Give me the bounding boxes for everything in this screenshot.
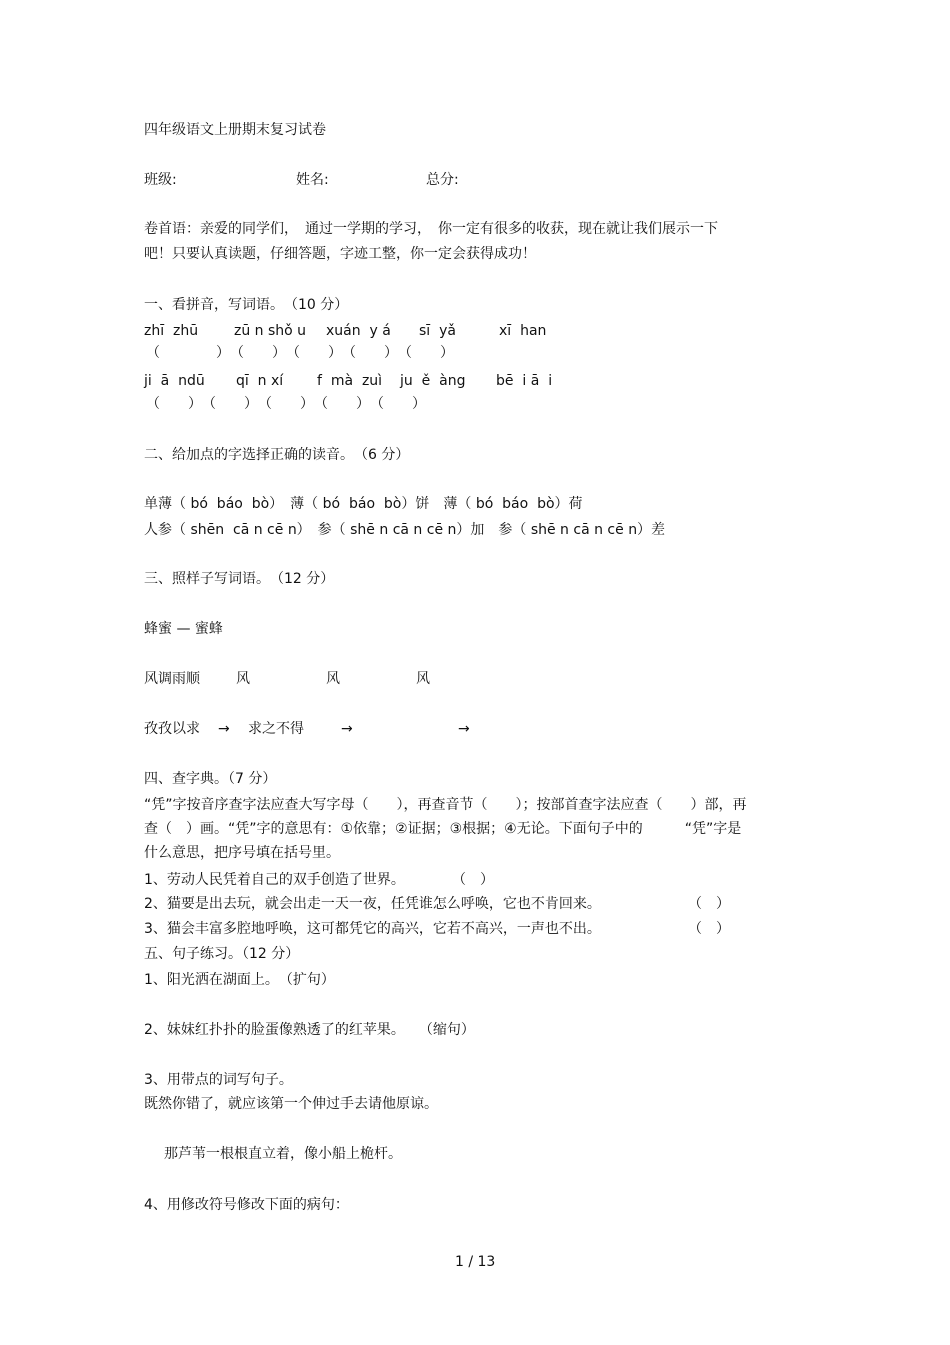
feng-word: 风调雨顺	[144, 671, 200, 687]
pinyin-1-1: zhī zhū	[144, 323, 199, 339]
blanks-row-1: （ ） （ ） （ ） （ ） （ ）	[146, 345, 454, 361]
dict-item-2: 2、猫要是出去玩，就会出走一天一夜，任凭谁怎么呼唤，它也不肯回来。	[144, 896, 601, 912]
dict-item-3: 3、猫会丰富多腔地呼唤，这可都凭它的高兴，它若不高兴，一声也不出。	[144, 921, 601, 937]
feng-blank-2: 风	[326, 671, 340, 687]
dict-line-3: 什么意思，把序号填在括号里。	[144, 845, 340, 861]
section5-heading: 五、句子练习。（12 分）	[144, 946, 300, 962]
dict-item-1: 1、劳动人民凭着自己的双手创造了世界。	[144, 872, 405, 888]
blanks-row-2: （ ） （ ） （ ） （ ） （ ）	[146, 396, 426, 412]
dict-item-2-blank: （ ）	[688, 896, 730, 912]
zizi-word: 孜孜以求	[144, 721, 200, 737]
section3-heading: 三、照样子写词语。 （12 分）	[144, 571, 335, 587]
arrow-2: →	[341, 721, 353, 737]
sentence-q3-b: 那芦苇一根根直立着，像小船上桅杆。	[164, 1146, 402, 1162]
intro-line-1: 卷首语：亲爱的同学们， 通过一学期的学习， 你一定有很多的收获，现在就让我们展示一下	[144, 221, 718, 237]
pinyin-2-2: qī n xí	[236, 373, 284, 389]
pinyin-2-5: bē i ā i	[496, 373, 553, 389]
pinyin-1-2: zū n shǒ u	[234, 323, 307, 339]
section4-heading: 四、查字典。（7 分）	[144, 771, 277, 787]
pinyin-2-4: ju ě àng	[400, 373, 466, 389]
page-number: 1 / 13	[455, 1254, 496, 1270]
dict-line-1: “凭”字按音序查字法应查大写字母（ ），再查音节（ ）；按部首查字法应查（ ）部，再	[144, 797, 747, 813]
example-words: 蜂蜜 — 蜜蜂	[144, 621, 223, 637]
pinyin-1-4: sī yǎ	[419, 323, 456, 339]
dict-item-3-blank: （ ）	[688, 921, 730, 937]
dict-item-1-blank: （ ）	[452, 872, 494, 888]
class-label: 班级:	[144, 172, 177, 188]
arrow-3: →	[458, 721, 470, 737]
sentence-q3-a: 既然你错了，就应该第一个伸过手去请他原谅。	[144, 1096, 438, 1112]
dict-line-2: 查（ ）画。“凭”字的意思有：①依靠；②证据；③根据；④无论。下面句子中的 “凭”字是	[144, 821, 742, 837]
zizi-word-2: 求之不得	[248, 721, 304, 737]
section1-heading: 一、看拼音，写词语。 （10 分）	[144, 297, 349, 313]
pinyin-1-3: xuán y á	[326, 323, 391, 339]
pinyin-1-5: xī han	[499, 323, 547, 339]
score-label: 总分:	[426, 172, 459, 188]
arrow-1: →	[218, 721, 230, 737]
intro-line-2: 吧！只要认真读题，仔细答题，字迹工整，你一定会获得成功！	[144, 246, 536, 262]
page-title: 四年级语文上册期末复习试卷	[144, 122, 326, 138]
feng-blank-3: 风	[416, 671, 430, 687]
section2-heading: 二、给加点的字选择正确的读音。 （6 分）	[144, 447, 410, 463]
sentence-q2: 2、妹妹红扑扑的脸蛋像熟透了的红苹果。 （缩句）	[144, 1022, 475, 1038]
sentence-q1: 1、阳光洒在湖面上。 （扩句）	[144, 972, 335, 988]
feng-blank-1: 风	[236, 671, 250, 687]
sentence-q3: 3、用带点的词写句子。	[144, 1072, 293, 1088]
name-label: 姓名:	[296, 172, 329, 188]
pinyin-2-3: f mà zuì	[317, 373, 383, 389]
pronunciation-line-1: 单薄（ bó báo bò） 薄（ bó báo bò）饼 薄（ bó báo bò）荷	[144, 496, 583, 512]
pinyin-2-1: ji ā ndū	[144, 373, 205, 389]
sentence-q4: 4、用修改符号修改下面的病句：	[144, 1197, 349, 1213]
pronunciation-line-2: 人参（ shēn cā n cē n） 参（ shē n cā n cē n）加 参（ shē n cā n cē n）差	[144, 522, 666, 538]
